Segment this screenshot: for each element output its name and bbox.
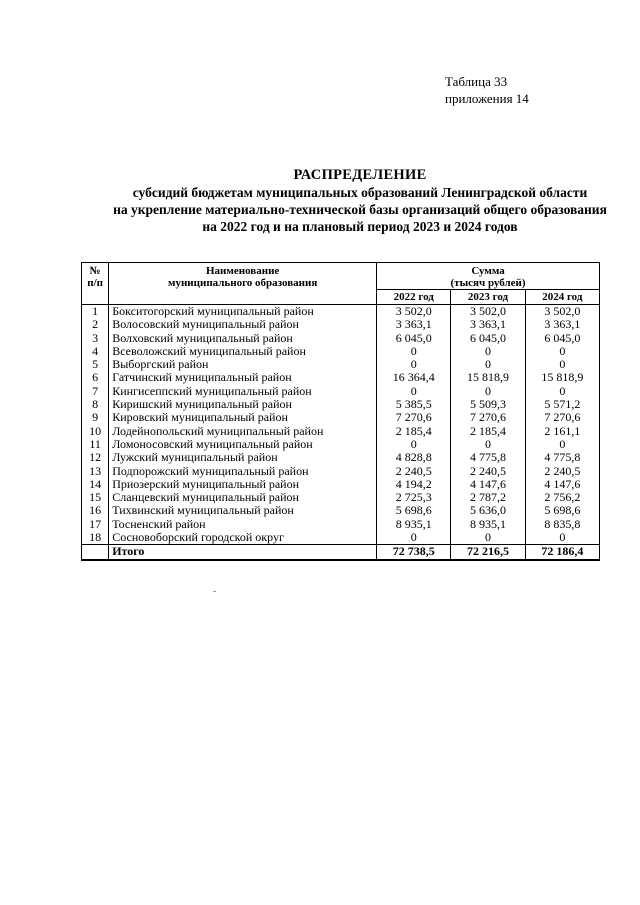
row-municipality-name: Лодейнопольский муниципальный район <box>109 425 377 438</box>
table-reference <box>445 73 529 107</box>
row-number: 4 <box>82 345 109 358</box>
table-row <box>82 491 600 504</box>
row-municipality-name: Кировский муниципальный район <box>109 411 377 424</box>
row-value-2024: 0 <box>525 385 599 398</box>
title-main: РАСПРЕДЕЛЕНИЕ <box>293 167 427 183</box>
header-number-abbr: п/п <box>87 277 103 289</box>
header-number <box>82 263 109 305</box>
total-value-2023: 72 216,5 <box>451 545 525 560</box>
row-value-2022: 2 725,3 <box>377 491 451 504</box>
row-value-2023: 5 509,3 <box>451 398 525 411</box>
table-row <box>82 345 600 358</box>
row-value-2023: 3 363,1 <box>451 318 525 331</box>
table-row <box>82 358 600 371</box>
reference-appendix: приложения 14 <box>445 91 529 106</box>
row-municipality-name: Бокситогорский муниципальный район <box>109 305 377 319</box>
table-row <box>82 465 600 478</box>
row-value-2024: 4 147,6 <box>525 478 599 491</box>
row-number: 15 <box>82 491 109 504</box>
row-value-2024: 5 571,2 <box>525 398 599 411</box>
table-row <box>82 531 600 545</box>
title-line-2: на укрепление материально-технической базы организаций общего образования <box>113 202 607 217</box>
row-municipality-name: Приозерский муниципальный район <box>109 478 377 491</box>
row-municipality-name: Киришский муниципальный район <box>109 398 377 411</box>
row-value-2024: 0 <box>525 345 599 358</box>
row-number: 10 <box>82 425 109 438</box>
row-value-2023: 6 045,0 <box>451 332 525 345</box>
row-municipality-name: Гатчинский муниципальный район <box>109 371 377 384</box>
table-body <box>82 305 600 560</box>
row-value-2024: 6 045,0 <box>525 332 599 345</box>
row-number: 18 <box>82 531 109 545</box>
row-value-2023: 0 <box>451 385 525 398</box>
table-row <box>82 451 600 464</box>
table-row <box>82 411 600 424</box>
row-number: 16 <box>82 504 109 517</box>
row-value-2022: 0 <box>377 345 451 358</box>
row-value-2024: 5 698,6 <box>525 504 599 517</box>
row-value-2023: 4 775,8 <box>451 451 525 464</box>
header-name <box>109 263 377 305</box>
row-value-2022: 5 385,5 <box>377 398 451 411</box>
distribution-table <box>81 262 600 561</box>
row-value-2022: 2 185,4 <box>377 425 451 438</box>
row-municipality-name: Волховский муниципальный район <box>109 332 377 345</box>
row-value-2022: 6 045,0 <box>377 332 451 345</box>
row-value-2022: 16 364,4 <box>377 371 451 384</box>
table-row <box>82 318 600 331</box>
row-value-2024: 2 240,5 <box>525 465 599 478</box>
table-row <box>82 425 600 438</box>
header-name-line-1: Наименование <box>205 265 280 277</box>
total-label: Итого <box>109 545 377 560</box>
row-municipality-name: Выборгский район <box>109 358 377 371</box>
header-year-2023: 2023 год <box>451 290 525 305</box>
row-value-2023: 3 502,0 <box>451 305 525 319</box>
row-number: 6 <box>82 371 109 384</box>
row-municipality-name: Тихвинский муниципальный район <box>109 504 377 517</box>
total-number-cell <box>82 545 109 560</box>
table-row <box>82 385 600 398</box>
row-value-2022: 2 240,5 <box>377 465 451 478</box>
header-name-line-2: муниципального образования <box>167 277 318 289</box>
row-number: 17 <box>82 518 109 531</box>
row-value-2022: 0 <box>377 531 451 545</box>
row-value-2023: 0 <box>451 358 525 371</box>
total-value-2022: 72 738,5 <box>377 545 451 560</box>
row-number: 13 <box>82 465 109 478</box>
row-value-2023: 0 <box>451 438 525 451</box>
table-row <box>82 504 600 517</box>
title-line-1: субсидий бюджетам муниципальных образований Ленинградской области <box>132 185 588 200</box>
row-value-2024: 2 756,2 <box>525 491 599 504</box>
row-value-2023: 4 147,6 <box>451 478 525 491</box>
table-row <box>82 305 600 319</box>
row-municipality-name: Подпорожский муниципальный район <box>109 465 377 478</box>
table-row <box>82 478 600 491</box>
row-value-2024: 4 775,8 <box>525 451 599 464</box>
row-value-2024: 8 835,8 <box>525 518 599 531</box>
table-row <box>82 332 600 345</box>
row-value-2024: 0 <box>525 531 599 545</box>
row-value-2024: 3 502,0 <box>525 305 599 319</box>
row-value-2022: 0 <box>377 358 451 371</box>
row-value-2023: 15 818,9 <box>451 371 525 384</box>
row-number: 5 <box>82 358 109 371</box>
row-number: 8 <box>82 398 109 411</box>
document-title <box>60 166 640 235</box>
total-row <box>82 545 600 560</box>
title-line-3: на 2022 год и на плановый период 2023 и 2024 годов <box>202 219 518 234</box>
row-number: 2 <box>82 318 109 331</box>
row-value-2024: 7 270,6 <box>525 411 599 424</box>
row-value-2023: 5 636,0 <box>451 504 525 517</box>
row-municipality-name: Тосненский район <box>109 518 377 531</box>
row-number: 11 <box>82 438 109 451</box>
row-value-2022: 4 194,2 <box>377 478 451 491</box>
row-value-2023: 7 270,6 <box>451 411 525 424</box>
table-row <box>82 398 600 411</box>
row-value-2024: 0 <box>525 358 599 371</box>
table-row <box>82 518 600 531</box>
row-value-2023: 0 <box>451 345 525 358</box>
row-municipality-name: Всеволожский муниципальный район <box>109 345 377 358</box>
row-value-2022: 0 <box>377 438 451 451</box>
header-sum-line-2: (тысяч рублей) <box>450 277 526 289</box>
row-value-2024: 3 363,1 <box>525 318 599 331</box>
row-value-2024: 2 161,1 <box>525 425 599 438</box>
header-year-2022: 2022 год <box>377 290 451 305</box>
row-municipality-name: Волосовский муниципальный район <box>109 318 377 331</box>
row-value-2022: 3 502,0 <box>377 305 451 319</box>
header-sum-line-1: Сумма <box>471 265 505 277</box>
table-row <box>82 438 600 451</box>
scan-mark <box>213 591 216 592</box>
header-year-2024: 2024 год <box>525 290 599 305</box>
row-value-2024: 15 818,9 <box>525 371 599 384</box>
row-value-2023: 2 185,4 <box>451 425 525 438</box>
row-number: 14 <box>82 478 109 491</box>
row-number: 7 <box>82 385 109 398</box>
row-municipality-name: Сосновоборский городской округ <box>109 531 377 545</box>
row-municipality-name: Лужский муниципальный район <box>109 451 377 464</box>
row-value-2024: 0 <box>525 438 599 451</box>
row-value-2022: 7 270,6 <box>377 411 451 424</box>
header-sum <box>377 263 600 290</box>
row-value-2022: 0 <box>377 385 451 398</box>
row-value-2023: 8 935,1 <box>451 518 525 531</box>
row-municipality-name: Ломоносовский муниципальный район <box>109 438 377 451</box>
total-value-2024: 72 186,4 <box>525 545 599 560</box>
row-number: 9 <box>82 411 109 424</box>
row-municipality-name: Сланцевский муниципальный район <box>109 491 377 504</box>
row-value-2022: 4 828,8 <box>377 451 451 464</box>
row-number: 3 <box>82 332 109 345</box>
row-number: 1 <box>82 305 109 319</box>
row-value-2023: 2 240,5 <box>451 465 525 478</box>
table-header <box>82 263 600 305</box>
header-number-symbol: № <box>89 265 101 277</box>
reference-table-number: Таблица 33 <box>445 74 508 89</box>
row-value-2022: 3 363,1 <box>377 318 451 331</box>
row-number: 12 <box>82 451 109 464</box>
row-value-2022: 8 935,1 <box>377 518 451 531</box>
row-municipality-name: Кингисеппский муниципальный район <box>109 385 377 398</box>
row-value-2023: 0 <box>451 531 525 545</box>
table-row <box>82 371 600 384</box>
row-value-2022: 5 698,6 <box>377 504 451 517</box>
row-value-2023: 2 787,2 <box>451 491 525 504</box>
